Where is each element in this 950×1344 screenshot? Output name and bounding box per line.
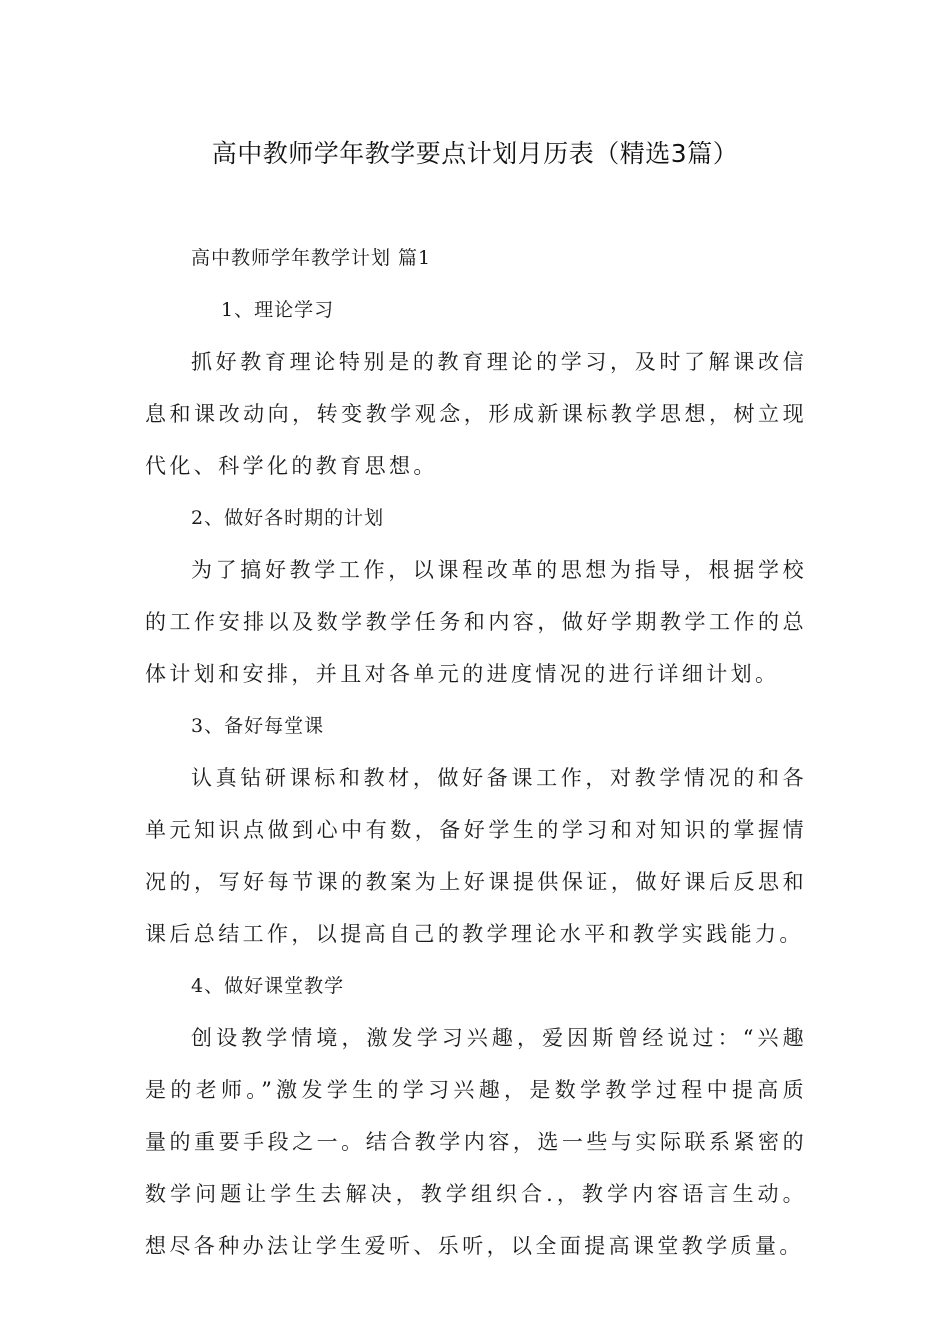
- section-heading-1: 1、理论学习: [221, 299, 335, 321]
- document-body: [145, 232, 807, 1272]
- section-paragraph-3: 认真钻研课标和教材，做好备课工作，对教学情况的和各单元知识点做到心中有数，备好学生的学习和对知识的掌握情况的，写好每节课的教案为上好课提供保证，做好课后反思和课后总结工作，以提高自己的教学理论水平和教学实践能力。: [145, 766, 807, 946]
- section-paragraph-4: 创设教学情境，激发学习兴趣，爱因斯曾经说过：“兴趣是的老师。”激发学生的学习兴趣，是数学教学过程中提高质量的重要手段之一。结合教学内容，选一些与实际联系紧密的数学问题让学生去解决，教学组织合.，教学内容语言生动。想尽各种办法让学生爱听、乐听，以全面提高课堂教学质量。: [145, 1026, 807, 1258]
- section-paragraph-2: 为了搞好教学工作，以课程改革的思想为指导，根据学校的工作安排以及数学教学任务和内容，做好学期教学工作的总体计划和安排，并且对各单元的进度情况的进行详细计划。: [145, 558, 807, 686]
- section-heading-3: 3、备好每堂课: [191, 715, 325, 737]
- section-heading-2: 2、做好各时期的计划: [191, 507, 385, 529]
- section-heading-4: 4、做好课堂教学: [191, 975, 345, 997]
- section-paragraph-1: 抓好教育理论特别是的教育理论的学习，及时了解课改信息和课改动向，转变教学观念，形成新课标教学思想，树立现代化、科学化的教育思想。: [145, 350, 807, 478]
- section-subtitle: 高中教师学年教学计划 篇1: [191, 247, 432, 269]
- document-title: 高中教师学年教学要点计划月历表（精选3篇）: [211, 139, 739, 168]
